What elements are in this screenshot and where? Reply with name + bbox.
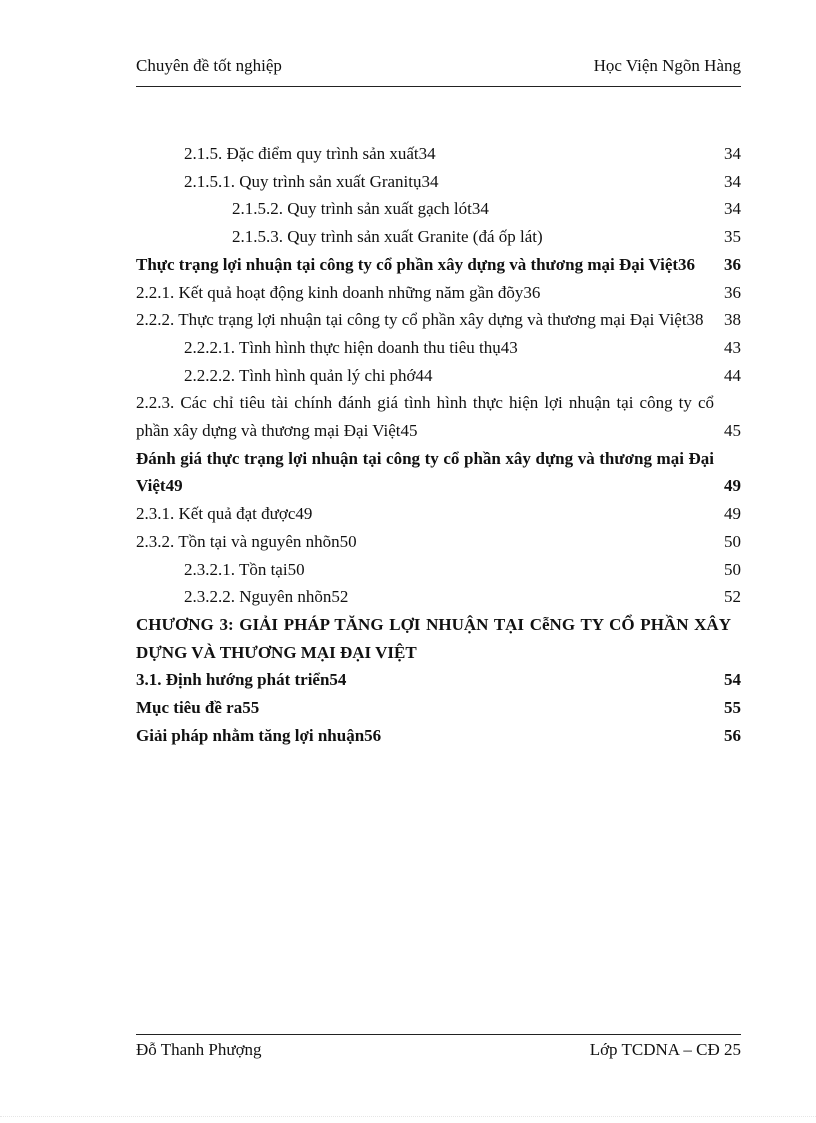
- toc-entry-title: 2.2.3. Các chỉ tiêu tài chính đánh giá tình hình thực hiện lợi nhuận tại công ty cổ phần xây dựng và thương mại Đại Việt45: [136, 393, 714, 441]
- toc-entry[interactable]: [136, 140, 741, 168]
- toc-entry-title: 2.1.5.1. Quy trình sản xuất Granitụ34: [184, 171, 439, 191]
- toc-entry-title: Giải pháp nhằm tăng lợi nhuận56: [136, 725, 382, 745]
- toc-entry[interactable]: [136, 694, 741, 722]
- toc-entry[interactable]: [136, 445, 741, 500]
- toc-entry[interactable]: [136, 500, 741, 528]
- toc-entry[interactable]: [136, 528, 741, 556]
- toc-entry[interactable]: [136, 362, 741, 390]
- toc-entry-page: 36: [724, 282, 741, 302]
- toc-entry-title: CHƯƠNG 3: GIẢI PHÁP TĂNG LỢI NHUẬN TẠI CễNG TY CỔ PHẦN XÂY DỰNG VÀ THƯƠNG MẠI ĐẠI VIỆT: [136, 614, 731, 662]
- page-footer: [136, 1034, 741, 1060]
- toc-entry[interactable]: [136, 251, 741, 279]
- toc-entry-title: 2.3.2. Tồn tại và nguyên nhõn50: [136, 531, 357, 551]
- toc-entry[interactable]: [136, 556, 741, 584]
- toc-entry-page: 34: [724, 144, 741, 163]
- footer-left: Đỗ Thanh Phượng: [136, 1040, 262, 1059]
- toc-entry-page: 54: [724, 670, 741, 690]
- toc-entry[interactable]: [136, 279, 741, 307]
- table-of-contents: [136, 140, 741, 749]
- toc-entry[interactable]: [136, 168, 741, 196]
- toc-entry-page: 50: [724, 531, 741, 551]
- toc-entry-page: 49: [724, 476, 741, 496]
- toc-entry-page: 43: [724, 337, 741, 357]
- page-header: [136, 56, 741, 87]
- toc-entry[interactable]: [136, 334, 741, 362]
- toc-entry-page: 44: [724, 365, 741, 385]
- toc-entry-page: 56: [724, 725, 741, 745]
- toc-entry-title: 3.1. Định hướng phát triển54: [136, 670, 347, 690]
- toc-entry-title: Mục tiêu đề ra55: [136, 698, 260, 718]
- toc-entry-page: 55: [724, 698, 741, 718]
- toc-entry[interactable]: [136, 195, 741, 223]
- toc-entry-page: 34: [724, 199, 741, 219]
- toc-entry-page: 35: [724, 227, 741, 247]
- toc-entry-title: Thực trạng lợi nhuận tại công ty cổ phần xây dựng và thương mại Đại Việt36: [136, 254, 696, 274]
- toc-entry-title: 2.2.2. Thực trạng lợi nhuận tại công ty cổ phần xây dựng và thương mại Đại Việt38: [136, 310, 704, 330]
- header-left: Chuyên đề tốt nghiệp: [136, 56, 282, 75]
- toc-entry-title: 2.1.5.3. Quy trình sản xuất Granite (đá ốp lát): [232, 227, 543, 247]
- toc-entry[interactable]: [136, 223, 741, 251]
- toc-entry-page: 45: [724, 421, 741, 441]
- toc-entry-title: Đánh giá thực trạng lợi nhuận tại công ty cổ phần xây dựng và thương mại Đại Việt49: [136, 448, 714, 496]
- toc-entry-title: 2.2.2.2. Tình hình quản lý chi phớ44: [184, 365, 433, 385]
- toc-entry[interactable]: [136, 306, 741, 334]
- toc-entry[interactable]: [136, 666, 741, 694]
- header-right: Học Viện Ngõn Hàng: [593, 56, 741, 75]
- toc-entry[interactable]: [136, 611, 741, 666]
- page-edge-divider: [0, 1116, 816, 1118]
- toc-entry[interactable]: [136, 389, 741, 444]
- toc-entry-page: 49: [724, 504, 741, 524]
- toc-entry-page: 34: [724, 171, 741, 191]
- toc-entry-title: 2.3.1. Kết quả đạt được49: [136, 504, 313, 524]
- toc-entry-title: 2.2.1. Kết quả hoạt động kinh doanh những năm gần đõy36: [136, 282, 541, 302]
- toc-entry[interactable]: [136, 722, 741, 750]
- toc-entry-title: 2.1.5.2. Quy trình sản xuất gạch lót34: [232, 199, 489, 219]
- toc-entry-title: 2.3.2.2. Nguyên nhõn52: [184, 587, 349, 607]
- toc-entry-page: 52: [724, 587, 741, 607]
- toc-entry-title: 2.3.2.1. Tồn tại50: [184, 559, 305, 579]
- toc-entry[interactable]: [136, 583, 741, 611]
- footer-right: Lớp TCDNA – CĐ 25: [589, 1040, 741, 1059]
- toc-entry-title: 2.2.2.1. Tình hình thực hiện doanh thu tiêu thụ43: [184, 337, 518, 357]
- toc-entry-page: 36: [724, 254, 741, 274]
- toc-entry-title: 2.1.5. Đặc điểm quy trình sản xuất34: [184, 144, 436, 163]
- toc-entry-page: 38: [724, 310, 741, 330]
- toc-entry-page: 50: [724, 559, 741, 579]
